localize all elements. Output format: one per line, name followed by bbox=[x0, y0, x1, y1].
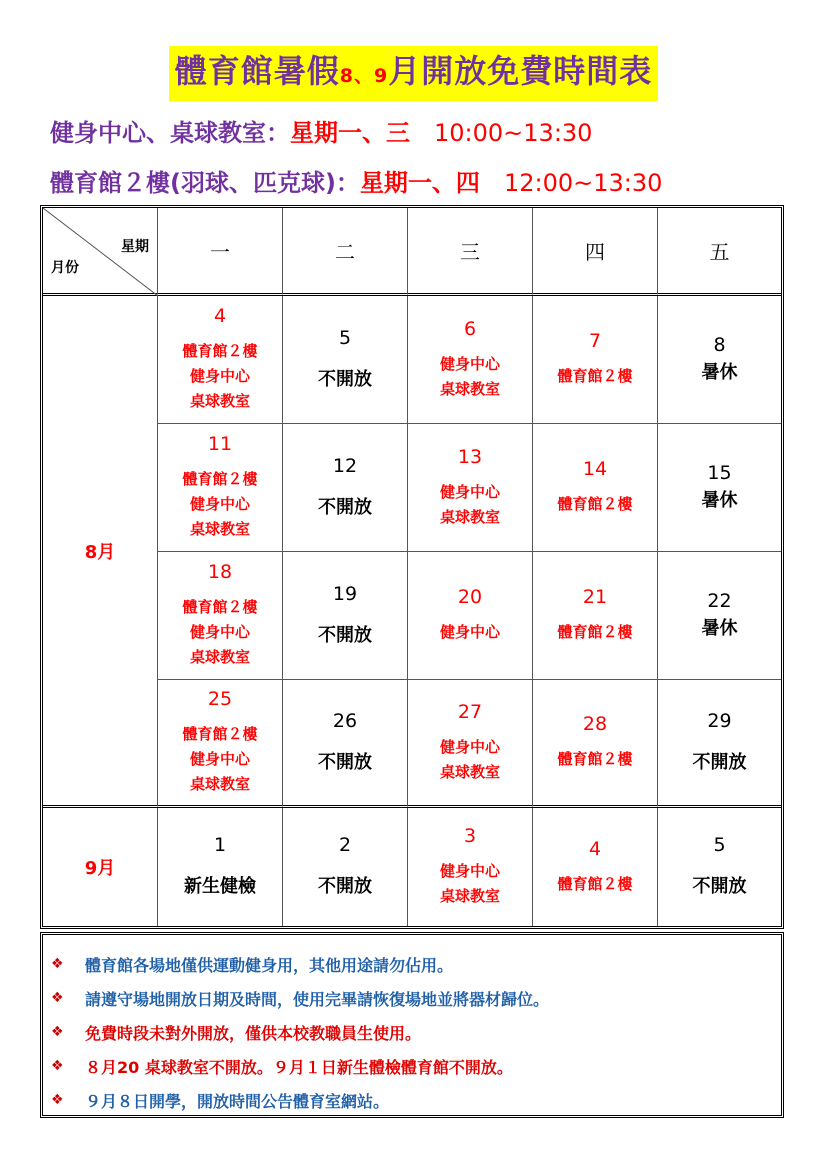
day-number: 21 bbox=[582, 586, 608, 608]
day-number: 20 bbox=[457, 586, 483, 608]
day-header: 五 bbox=[658, 208, 781, 296]
day-status: 不開放 bbox=[318, 876, 372, 897]
note-text: 請遵守場地開放日期及時間，使用完畢請恢復場地並將器材歸位。 bbox=[85, 989, 550, 1009]
day-status: 桌球教室 bbox=[439, 762, 500, 781]
day-status: 不開放 bbox=[318, 624, 372, 646]
day-header: 一 bbox=[158, 208, 283, 296]
calendar-day-cell bbox=[408, 296, 533, 424]
day-number: 5 bbox=[713, 834, 726, 856]
day-number: 14 bbox=[582, 458, 608, 480]
day-status: 健身中心 bbox=[439, 862, 500, 880]
day-number: 12 bbox=[332, 454, 358, 477]
calendar-day-cell bbox=[408, 680, 533, 808]
day-status: 桌球教室 bbox=[189, 392, 250, 410]
day-number: 15 bbox=[707, 461, 732, 484]
note-item bbox=[51, 1015, 781, 1049]
day-status: 健身中心 bbox=[189, 495, 250, 513]
day-status: 桌球教室 bbox=[189, 520, 250, 538]
calendar-day-cell bbox=[158, 552, 283, 680]
calendar-day-cell bbox=[658, 296, 781, 424]
calendar-day-cell bbox=[658, 808, 781, 926]
fitness-place: 健身中心、桌球教室： bbox=[50, 119, 290, 147]
day-status: 桌球教室 bbox=[439, 887, 500, 905]
calendar-day-cell bbox=[158, 296, 283, 424]
day-status: 不開放 bbox=[692, 751, 747, 773]
day-status: 不開放 bbox=[692, 876, 747, 897]
calendar-day-cell bbox=[408, 552, 533, 680]
calendar-day-cell bbox=[408, 424, 533, 552]
title-months: 8、9 bbox=[339, 65, 389, 87]
day-status: 不開放 bbox=[318, 368, 372, 390]
note-text: 免費時段未對外開放，僅供本校教職員生使用。 bbox=[85, 1023, 422, 1043]
calendar-day-cell bbox=[408, 808, 533, 926]
day-status: 健身中心 bbox=[439, 737, 500, 756]
day-status: 體育館２樓 bbox=[182, 598, 258, 616]
calendar-day-cell bbox=[158, 680, 283, 808]
calendar-day-cell bbox=[283, 552, 408, 680]
day-status: 健身中心 bbox=[439, 354, 500, 373]
page-title bbox=[169, 46, 658, 101]
day-status: 體育館２樓 bbox=[182, 470, 258, 488]
calendar-day-cell bbox=[533, 680, 658, 808]
calendar-day-cell bbox=[533, 424, 658, 552]
day-number: 19 bbox=[332, 582, 358, 605]
diamond-bullet-icon: ❖ bbox=[51, 1092, 64, 1108]
day-status: 健身中心 bbox=[189, 367, 250, 385]
title-part-a: 體育館暑假 bbox=[174, 52, 340, 90]
day-number: 8 bbox=[713, 333, 726, 356]
day-status: 桌球教室 bbox=[189, 775, 250, 793]
note-item bbox=[51, 1049, 781, 1083]
day-number: 4 bbox=[213, 305, 227, 327]
day-status: 體育館２樓 bbox=[557, 495, 633, 513]
day-number: 13 bbox=[457, 445, 483, 468]
day-header: 二 bbox=[283, 208, 408, 296]
note-item bbox=[51, 947, 781, 981]
day-number: 1 bbox=[213, 834, 227, 856]
calendar-day-cell bbox=[533, 552, 658, 680]
day-number: 18 bbox=[207, 561, 233, 583]
day-number: 4 bbox=[588, 837, 602, 860]
schedule-line-gym bbox=[50, 163, 662, 198]
day-status: 健身中心 bbox=[439, 482, 500, 501]
fitness-time: 10:00~13:30 bbox=[434, 119, 593, 147]
diamond-bullet-icon: ❖ bbox=[51, 1024, 64, 1040]
day-number: 29 bbox=[707, 709, 732, 732]
corner-header bbox=[43, 208, 158, 296]
day-status: 暑休 bbox=[701, 361, 738, 383]
title-part-c: 月開放免費時間表 bbox=[388, 52, 653, 90]
month-label-sep: 9月 bbox=[43, 808, 158, 926]
day-status: 新生健檢 bbox=[184, 876, 256, 897]
day-number: 22 bbox=[707, 589, 732, 612]
schedule-line-fitness bbox=[50, 113, 592, 148]
diamond-bullet-icon: ❖ bbox=[51, 956, 64, 972]
note-item bbox=[51, 981, 781, 1015]
day-number: 6 bbox=[463, 317, 477, 340]
calendar-day-cell bbox=[283, 680, 408, 808]
note-text: ８月20 桌球教室不開放。９月１日新生體檢體育館不開放。 bbox=[85, 1057, 513, 1077]
day-number: 27 bbox=[457, 700, 483, 723]
day-status: 體育館２樓 bbox=[182, 342, 258, 360]
day-status: 體育館２樓 bbox=[557, 623, 633, 641]
day-status: 體育館２樓 bbox=[557, 874, 633, 893]
calendar-day-cell bbox=[658, 552, 781, 680]
notes-box bbox=[40, 932, 784, 1118]
corner-week-label: 星期 bbox=[121, 239, 149, 255]
day-status: 桌球教室 bbox=[439, 379, 500, 398]
day-number: 3 bbox=[463, 825, 477, 847]
day-number: 25 bbox=[207, 688, 233, 710]
corner-month-label: 月份 bbox=[51, 260, 79, 276]
day-status: 體育館２樓 bbox=[557, 367, 633, 385]
gym-place: 體育館２樓(羽球、匹克球)： bbox=[50, 169, 360, 197]
calendar-day-cell bbox=[533, 808, 658, 926]
calendar-day-cell bbox=[158, 808, 283, 926]
day-status: 不開放 bbox=[318, 496, 372, 518]
gym-time: 12:00~13:30 bbox=[503, 169, 663, 197]
month-label-aug: 8月 bbox=[43, 296, 158, 808]
day-number: 2 bbox=[338, 834, 352, 856]
day-status: 桌球教室 bbox=[189, 648, 250, 666]
day-header: 四 bbox=[533, 208, 658, 296]
day-status: 健身中心 bbox=[189, 750, 250, 768]
day-header: 三 bbox=[408, 208, 533, 296]
day-status: 暑休 bbox=[701, 489, 738, 511]
note-text: ９月８日開學，開放時間公告體育室網站。 bbox=[85, 1091, 390, 1111]
diamond-bullet-icon: ❖ bbox=[51, 1058, 64, 1074]
day-number: 26 bbox=[332, 709, 358, 732]
day-status: 體育館２樓 bbox=[182, 725, 258, 743]
day-status: 健身中心 bbox=[439, 623, 500, 641]
note-text: 體育館各場地僅供運動健身用，其他用途請勿佔用。 bbox=[85, 955, 454, 975]
day-number: 5 bbox=[338, 326, 352, 349]
calendar-day-cell bbox=[658, 680, 781, 808]
day-number: 28 bbox=[582, 713, 608, 735]
fitness-days: 星期一、三 bbox=[290, 119, 410, 147]
calendar-day-cell bbox=[283, 424, 408, 552]
diamond-bullet-icon: ❖ bbox=[51, 990, 64, 1006]
gym-days: 星期一、四 bbox=[359, 169, 480, 197]
calendar-day-cell bbox=[533, 296, 658, 424]
day-status: 桌球教室 bbox=[439, 507, 500, 526]
day-status: 不開放 bbox=[318, 751, 372, 773]
day-number: 11 bbox=[207, 433, 233, 455]
calendar-day-cell bbox=[283, 296, 408, 424]
day-status: 健身中心 bbox=[189, 623, 250, 641]
day-status: 暑休 bbox=[701, 617, 738, 639]
calendar-table bbox=[40, 205, 784, 929]
title-wrap bbox=[0, 46, 827, 101]
note-item bbox=[51, 1083, 781, 1117]
calendar-day-cell bbox=[658, 424, 781, 552]
day-status: 體育館２樓 bbox=[557, 750, 633, 768]
day-number: 7 bbox=[588, 330, 602, 352]
calendar-day-cell bbox=[158, 424, 283, 552]
calendar-day-cell bbox=[283, 808, 408, 926]
